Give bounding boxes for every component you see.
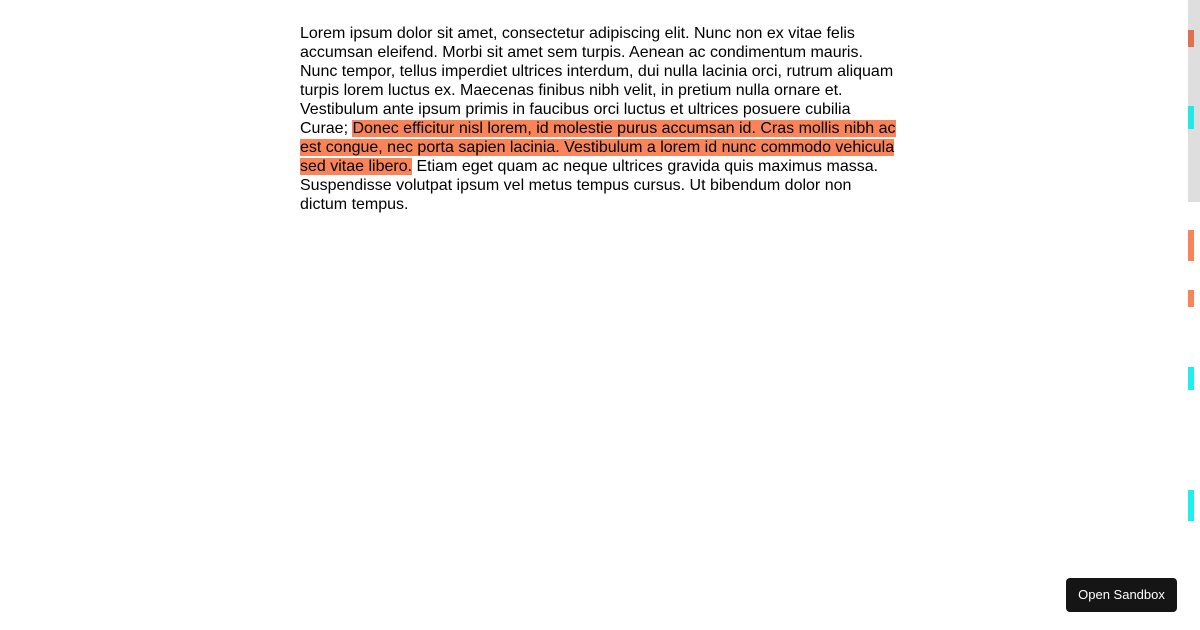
scroll-marker-4[interactable] — [1188, 290, 1194, 307]
article-paragraph — [300, 24, 900, 214]
scroll-marker-3[interactable] — [1188, 230, 1194, 261]
scroll-marker-6[interactable] — [1188, 490, 1194, 521]
open-sandbox-button[interactable]: Open Sandbox — [1066, 578, 1177, 612]
scroll-marker-5[interactable] — [1188, 367, 1194, 390]
paragraph-text-before: Lorem ipsum dolor sit amet, consectetur adipiscing elit. Nunc non ex vitae felis accumsan eleifend. Morbi sit amet sem turpis. Aenean ac condimentum mauris. Nunc tempor, tellus imperdiet ultrices interdum, dui nulla lacinia orci, rutrum aliquam turpis lorem luctus ex. Maecenas finibus nibh velit, in pretium nulla ornare et. Vestibulum ante ipsum primis in faucibus orci luctus et ultrices posuere cubilia Curae; — [300, 25, 894, 137]
scroll-marker-2[interactable] — [1188, 106, 1194, 129]
scrollbar[interactable] — [1188, 0, 1200, 630]
highlighted-text[interactable]: Donec efficitur nisl lorem, id molestie purus accumsan id. Cras mollis nibh ac est congue, nec porta sapien lacinia. Vestibulum a lorem id nunc commodo vehicula sed vitae libero. — [300, 120, 896, 175]
paragraph-text-after: Etiam eget quam ac neque ultrices gravida quis maximus massa. Suspendisse volutpat ipsum vel metus tempus cursus. Ut bibendum dolor non dictum tempus. — [300, 158, 879, 213]
scroll-marker-1[interactable] — [1188, 30, 1194, 47]
